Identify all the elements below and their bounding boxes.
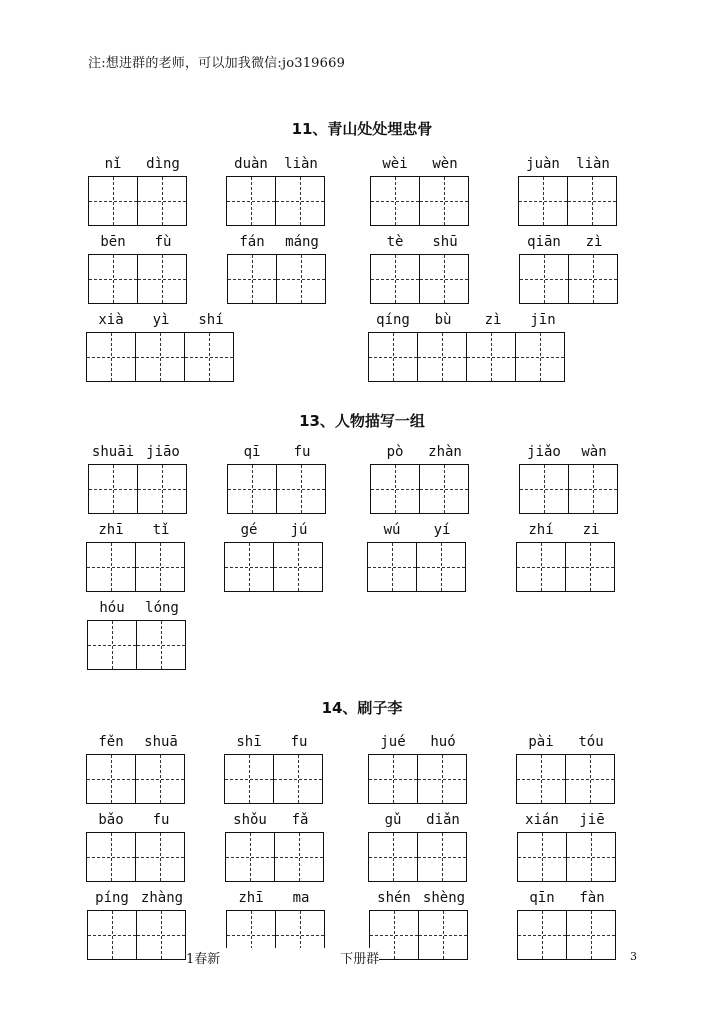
pinyin-syllable: gé (240, 522, 258, 538)
word-group (224, 734, 324, 804)
pinyin-row (516, 734, 616, 754)
pinyin-row (517, 890, 617, 910)
word-group (87, 600, 187, 670)
pinyin-syllable: tóu (578, 734, 604, 750)
pinyin-syllable: zhī (238, 890, 264, 906)
pinyin-row (88, 444, 188, 464)
tian-grid-cell[interactable] (466, 332, 516, 382)
tian-grid-cell[interactable] (88, 176, 138, 226)
tian-grid-cell[interactable] (565, 542, 615, 592)
tian-grid-cell[interactable] (516, 754, 566, 804)
tian-grid-cell[interactable] (417, 332, 467, 382)
pinyin-syllable: diǎn (426, 812, 460, 828)
tian-grid-cell[interactable] (273, 754, 323, 804)
writing-boxes (227, 254, 327, 304)
pinyin-row (224, 522, 324, 542)
tian-grid-cell[interactable] (416, 542, 466, 592)
pinyin-syllable: píng (95, 890, 129, 906)
word-group (224, 522, 324, 592)
tian-grid-cell[interactable] (273, 542, 323, 592)
tian-grid-cell[interactable] (568, 464, 618, 514)
pinyin-row (367, 522, 467, 542)
pinyin-syllable: tè (386, 234, 404, 250)
writing-boxes (370, 254, 470, 304)
pinyin-row (370, 156, 470, 176)
tian-grid-cell[interactable] (87, 620, 137, 670)
pinyin-syllable: fěn (98, 734, 124, 750)
writing-boxes (516, 754, 616, 804)
tian-grid-cell[interactable] (370, 464, 420, 514)
writing-boxes (86, 832, 186, 882)
tian-grid-cell[interactable] (515, 332, 565, 382)
word-group (370, 444, 470, 514)
writing-boxes (516, 542, 616, 592)
pinyin-row (86, 812, 186, 832)
writing-boxes (368, 332, 568, 382)
tian-grid-cell[interactable] (419, 176, 469, 226)
writing-boxes (519, 254, 619, 304)
writing-boxes (88, 176, 188, 226)
pinyin-syllable: zì (585, 234, 603, 250)
word-group (86, 812, 186, 882)
section-title-13: 13、人物描写一组 (299, 412, 425, 430)
tian-grid-cell[interactable] (135, 332, 185, 382)
word-group (517, 890, 617, 960)
word-group (368, 734, 468, 804)
tian-grid-cell[interactable] (226, 176, 276, 226)
pinyin-syllable: shuāi (91, 444, 135, 460)
word-group (370, 234, 470, 304)
tian-grid-cell[interactable] (135, 754, 185, 804)
writing-boxes (86, 332, 236, 382)
pinyin-syllable: zhàng (140, 890, 184, 906)
word-group (86, 522, 186, 592)
pinyin-syllable: zhī (98, 522, 124, 538)
pinyin-syllable: liàn (284, 156, 318, 172)
tian-grid-cell[interactable] (137, 464, 187, 514)
pinyin-syllable: shèng (422, 890, 466, 906)
writing-boxes (225, 832, 325, 882)
tian-grid-cell[interactable] (566, 910, 616, 960)
pinyin-syllable: zhàn (428, 444, 462, 460)
tian-grid-cell[interactable] (136, 910, 186, 960)
writing-boxes (224, 754, 324, 804)
tian-grid-cell[interactable] (566, 832, 616, 882)
tian-grid-cell[interactable] (276, 464, 326, 514)
pinyin-syllable: fán (239, 234, 265, 250)
tian-grid-cell[interactable] (227, 254, 277, 304)
tian-grid-cell[interactable] (516, 542, 566, 592)
writing-boxes (224, 542, 324, 592)
writing-boxes (517, 832, 617, 882)
word-group (227, 444, 327, 514)
pinyin-row (226, 890, 326, 910)
pinyin-syllable: jiē (579, 812, 605, 828)
pinyin-syllable: jú (290, 522, 308, 538)
word-group (367, 522, 467, 592)
pinyin-syllable: qī (243, 444, 261, 460)
section-title-11: 11、青山处处埋忠骨 (291, 120, 433, 138)
tian-grid-cell[interactable] (368, 754, 418, 804)
pinyin-syllable: zi (582, 522, 600, 538)
pinyin-row (518, 156, 618, 176)
pinyin-syllable: zhí (528, 522, 554, 538)
word-group (86, 734, 186, 804)
tian-grid-cell[interactable] (227, 464, 277, 514)
pinyin-syllable: wèi (382, 156, 408, 172)
pinyin-syllable: pài (528, 734, 554, 750)
tian-grid-cell[interactable] (368, 332, 418, 382)
footer-left: 1春新 (186, 952, 221, 967)
pinyin-row (88, 234, 188, 254)
tian-grid-cell[interactable] (417, 754, 467, 804)
tian-grid-cell[interactable] (135, 832, 185, 882)
writing-boxes (86, 754, 186, 804)
pinyin-syllable: lóng (145, 600, 179, 616)
tian-grid-cell[interactable] (274, 832, 324, 882)
pinyin-row (368, 734, 468, 754)
section-title-14: 14、刷子李 (321, 699, 403, 717)
pinyin-syllable: wú (383, 522, 401, 538)
pinyin-row (370, 444, 470, 464)
pinyin-row (369, 890, 469, 910)
tian-grid-cell[interactable] (517, 910, 567, 960)
tian-grid-cell[interactable] (368, 832, 418, 882)
tian-grid-cell[interactable] (419, 464, 469, 514)
pinyin-syllable: liàn (576, 156, 610, 172)
pinyin-syllable: jué (380, 734, 406, 750)
tian-grid-cell[interactable] (184, 332, 234, 382)
tian-grid-cell[interactable] (517, 832, 567, 882)
pinyin-syllable: dìng (146, 156, 180, 172)
tian-grid-cell[interactable] (86, 832, 136, 882)
writing-boxes (370, 464, 470, 514)
pinyin-syllable: shī (236, 734, 262, 750)
pinyin-row (88, 156, 188, 176)
tian-grid-cell[interactable] (370, 176, 420, 226)
pinyin-row (87, 890, 187, 910)
pinyin-syllable: wàn (581, 444, 607, 460)
tian-grid-cell[interactable] (137, 176, 187, 226)
pinyin-syllable: huó (430, 734, 456, 750)
pinyin-row (227, 234, 327, 254)
tian-grid-cell[interactable] (225, 832, 275, 882)
pinyin-syllable: shǒu (233, 812, 267, 828)
pinyin-syllable: bēn (100, 234, 126, 250)
pinyin-syllable: ma (292, 890, 310, 906)
pinyin-syllable: xià (98, 312, 124, 328)
tian-grid-cell[interactable] (518, 176, 568, 226)
tian-grid-cell[interactable] (137, 254, 187, 304)
pinyin-row (86, 312, 236, 332)
writing-boxes (368, 754, 468, 804)
pinyin-row (517, 812, 617, 832)
pinyin-row (86, 522, 186, 542)
word-group (88, 234, 188, 304)
writing-boxes (517, 910, 617, 960)
pinyin-syllable: fàn (579, 890, 605, 906)
tian-grid-cell[interactable] (88, 464, 138, 514)
tian-grid-cell[interactable] (565, 754, 615, 804)
writing-boxes (87, 620, 187, 670)
tian-grid-cell[interactable] (135, 542, 185, 592)
tian-grid-cell[interactable] (87, 910, 137, 960)
pinyin-syllable: qíng (376, 312, 410, 328)
pinyin-syllable: bù (434, 312, 452, 328)
tian-grid-cell[interactable] (519, 254, 569, 304)
tian-grid-cell[interactable] (370, 254, 420, 304)
word-group (86, 312, 236, 382)
word-group (368, 812, 468, 882)
writing-boxes (519, 464, 619, 514)
writing-boxes (369, 910, 469, 960)
pinyin-syllable: máng (285, 234, 319, 250)
pinyin-syllable: bǎo (98, 812, 124, 828)
pinyin-row (227, 444, 327, 464)
writing-boxes (88, 464, 188, 514)
writing-boxes (226, 176, 326, 226)
page-number: 3 (630, 950, 637, 963)
tian-grid-cell[interactable] (276, 254, 326, 304)
pinyin-syllable: hóu (99, 600, 125, 616)
pinyin-syllable: yí (433, 522, 451, 538)
writing-boxes (88, 254, 188, 304)
tian-grid-cell[interactable] (367, 542, 417, 592)
writing-boxes (227, 464, 327, 514)
tian-grid-cell[interactable] (417, 832, 467, 882)
tian-grid-cell[interactable] (224, 542, 274, 592)
tian-grid-cell[interactable] (519, 464, 569, 514)
pinyin-syllable: jīn (530, 312, 556, 328)
pinyin-row (368, 312, 568, 332)
writing-boxes (368, 832, 468, 882)
pinyin-syllable: qiān (527, 234, 561, 250)
writing-boxes (87, 910, 187, 960)
tian-grid-cell[interactable] (86, 332, 136, 382)
pinyin-row (370, 234, 470, 254)
pinyin-row (224, 734, 324, 754)
pinyin-syllable: tǐ (152, 522, 170, 538)
word-group (518, 156, 618, 226)
word-group (370, 156, 470, 226)
pinyin-syllable: pò (386, 444, 404, 460)
pinyin-syllable: fu (293, 444, 311, 460)
pinyin-syllable: yì (152, 312, 170, 328)
pinyin-syllable: zì (484, 312, 502, 328)
writing-boxes (518, 176, 618, 226)
pinyin-syllable: fu (290, 734, 308, 750)
pinyin-syllable: shí (198, 312, 224, 328)
writing-boxes (370, 176, 470, 226)
tian-grid-cell[interactable] (88, 254, 138, 304)
pinyin-row (519, 234, 619, 254)
word-group (87, 890, 187, 960)
word-group (519, 234, 619, 304)
word-group (516, 734, 616, 804)
pinyin-row (519, 444, 619, 464)
tian-grid-cell[interactable] (568, 254, 618, 304)
pinyin-syllable: shū (432, 234, 458, 250)
pinyin-syllable: shuā (144, 734, 178, 750)
tian-grid-cell[interactable] (136, 620, 186, 670)
word-group (368, 312, 568, 382)
pinyin-row (86, 734, 186, 754)
pinyin-syllable: jiāo (146, 444, 180, 460)
wechat-note: 注:想进群的老师，可以加我微信:jo319669 (88, 56, 346, 71)
word-group (225, 812, 325, 882)
word-group (88, 156, 188, 226)
tian-grid-cell[interactable] (86, 754, 136, 804)
pinyin-syllable: duàn (234, 156, 268, 172)
tian-grid-cell[interactable] (567, 176, 617, 226)
pinyin-syllable: juàn (526, 156, 560, 172)
pinyin-syllable: wèn (432, 156, 458, 172)
pinyin-syllable: gǔ (384, 812, 402, 828)
word-group (369, 890, 469, 960)
word-group (516, 522, 616, 592)
footer-text (186, 948, 379, 967)
word-group (517, 812, 617, 882)
pinyin-row (226, 156, 326, 176)
tian-grid-cell[interactable] (419, 254, 469, 304)
pinyin-syllable: fù (154, 234, 172, 250)
pinyin-syllable: shén (377, 890, 411, 906)
tian-grid-cell[interactable] (224, 754, 274, 804)
pinyin-row (87, 600, 187, 620)
pinyin-syllable: jiǎo (527, 444, 561, 460)
tian-grid-cell[interactable] (275, 176, 325, 226)
footer-right: 下册群 (340, 952, 380, 967)
word-group (227, 234, 327, 304)
writing-boxes (86, 542, 186, 592)
pinyin-syllable: xián (525, 812, 559, 828)
pinyin-syllable: fu (152, 812, 170, 828)
pinyin-syllable: fǎ (291, 812, 309, 828)
pinyin-row (225, 812, 325, 832)
word-group (88, 444, 188, 514)
tian-grid-cell[interactable] (86, 542, 136, 592)
word-group (519, 444, 619, 514)
pinyin-row (368, 812, 468, 832)
pinyin-syllable: qīn (529, 890, 555, 906)
word-group (226, 156, 326, 226)
pinyin-row (516, 522, 616, 542)
writing-boxes (367, 542, 467, 592)
tian-grid-cell[interactable] (418, 910, 468, 960)
pinyin-syllable: nǐ (104, 156, 122, 172)
